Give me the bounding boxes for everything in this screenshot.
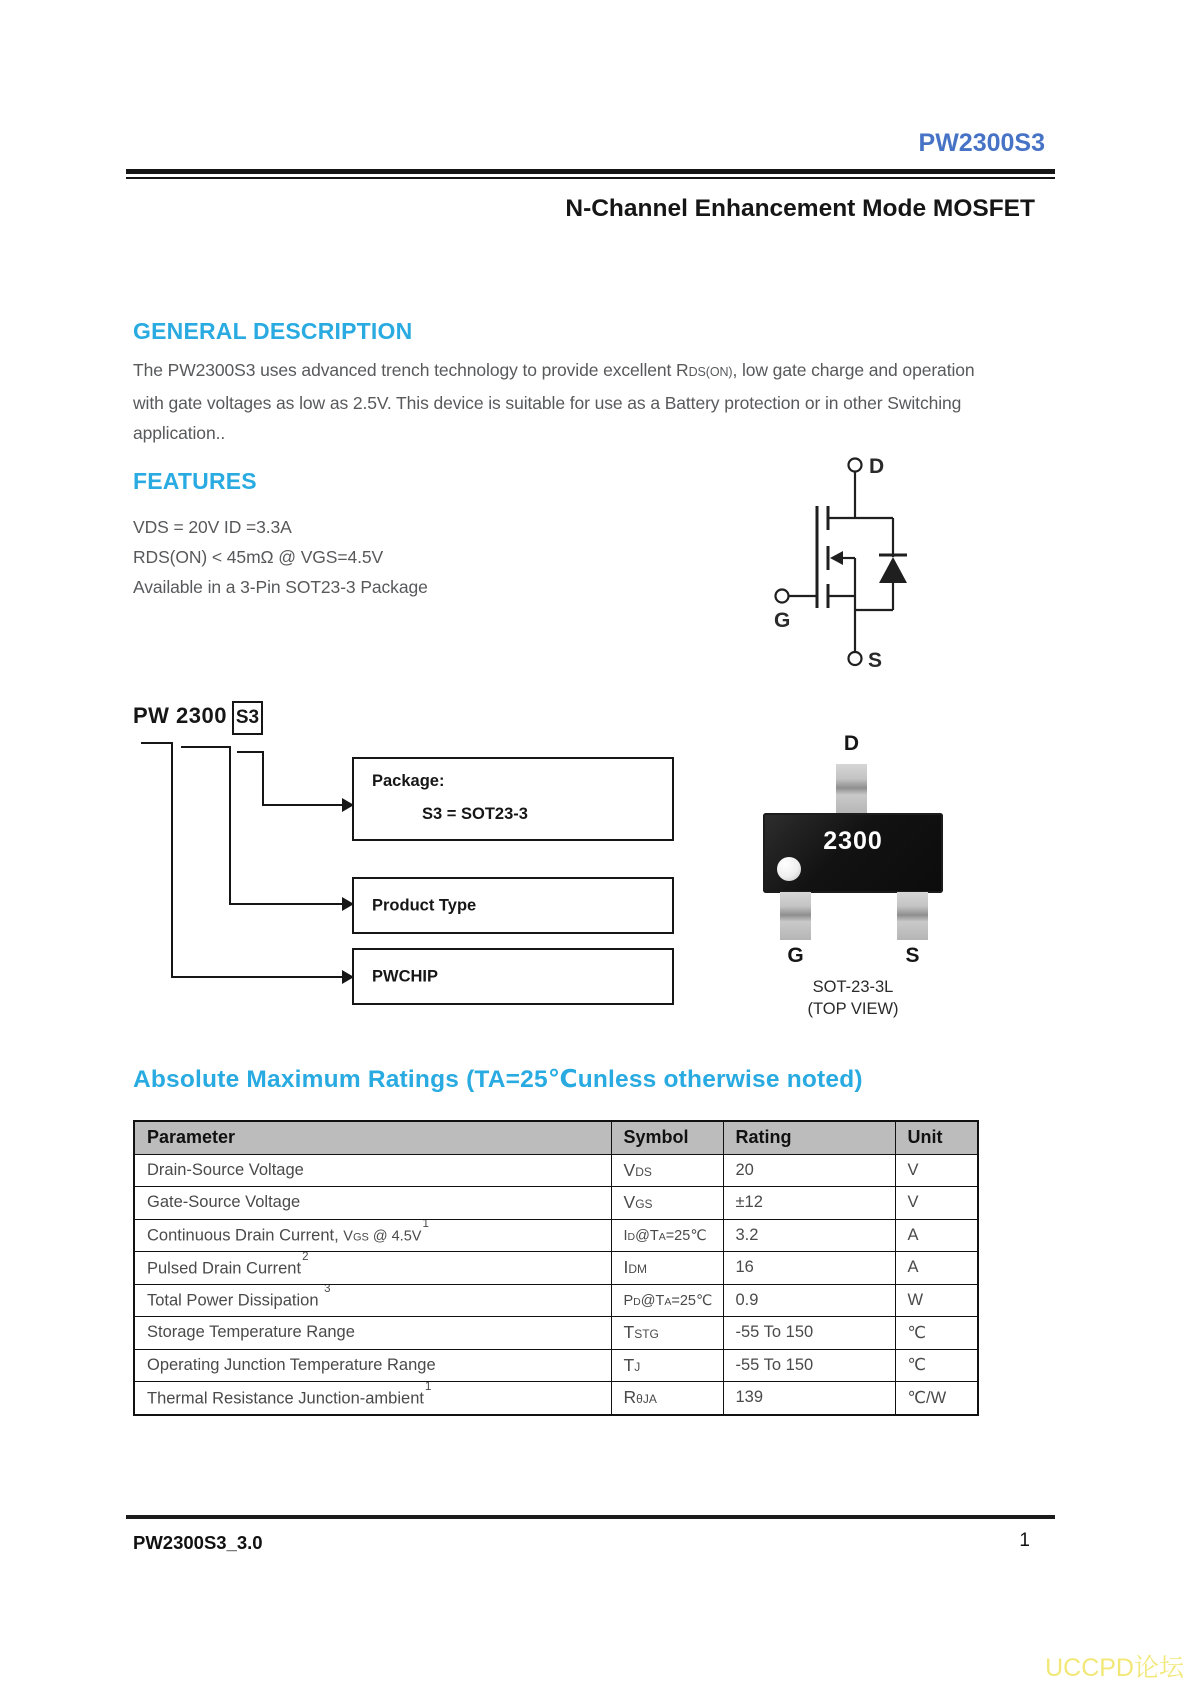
feature-item: RDS(ON) < 45mΩ @ VGS=4.5V: [133, 547, 384, 567]
mosfet-symbol-diagram: [690, 440, 920, 680]
rating-value: 16: [723, 1252, 895, 1285]
general-description-heading: GENERAL DESCRIPTION: [133, 318, 413, 344]
package-marking: 2300: [823, 827, 883, 855]
body-diode: [879, 557, 907, 583]
package-body: [763, 813, 943, 893]
table-row: Operating Junction Temperature Range TJ -55 To 150 ℃: [134, 1349, 978, 1382]
unit-value: V: [895, 1187, 978, 1220]
features-heading: FEATURES: [133, 468, 257, 494]
ordering-connector-lines: [130, 725, 370, 1015]
rating-value: 20: [723, 1154, 895, 1187]
footer-doc-version: PW2300S3_3.0: [133, 1532, 263, 1553]
table-row: Continuous Drain Current, VGS @ 4.5V$^1$ ID@TA=25℃ 3.2 A: [134, 1219, 978, 1252]
product-type-box: [352, 877, 674, 934]
unit-value: W: [895, 1284, 978, 1317]
table-row: Drain-Source Voltage VDS 20 V: [134, 1154, 978, 1187]
header-rule: [126, 169, 1055, 179]
package-lead-gate: [780, 892, 811, 940]
pin-label-drain: D: [843, 732, 860, 755]
unit-value: V: [895, 1154, 978, 1187]
abs-max-ratings-table: [133, 1120, 979, 1416]
rating-value: 3.2: [723, 1219, 895, 1252]
package-lead-top: [836, 764, 867, 814]
gate-terminal: [776, 590, 789, 603]
pin1-indicator-dot: [777, 857, 801, 881]
col-rating: Rating: [723, 1121, 895, 1154]
table-row: Total Power Dissipation $^3$ PD@TA=25℃ 0.9 W: [134, 1284, 978, 1317]
source-terminal: [849, 652, 862, 665]
table-row: Storage Temperature Range TSTG -55 To 150 ℃: [134, 1317, 978, 1350]
unit-value: ℃/W: [895, 1382, 978, 1415]
footer-page-number: 1: [1019, 1530, 1030, 1551]
abs-max-ratings-heading: Absolute Maximum Ratings (TA=25℃unless otherwise noted): [133, 1066, 863, 1093]
feature-item: VDS = 20V ID =3.3A: [133, 517, 292, 537]
col-unit: Unit: [895, 1121, 978, 1154]
table-header-row: [134, 1121, 978, 1154]
table-row: Pulsed Drain Current$^2$ IDM 16 A: [134, 1252, 978, 1285]
package-box: [352, 757, 674, 841]
package-view-caption: (TOP VIEW): [807, 1000, 899, 1018]
para-segment: , low gate charge and operation with gate voltages as low as 2.5V. This device is suitable for use as a Battery protection or in other Switching application..: [133, 360, 975, 443]
source-label: S: [868, 649, 883, 672]
rating-value: ±12: [723, 1187, 895, 1220]
table-row: Thermal Resistance Junction-ambient$^1$ RθJA 139 ℃/W: [134, 1382, 978, 1415]
rating-value: 139: [723, 1382, 895, 1415]
page-title: N-Channel Enhancement Mode MOSFET: [565, 195, 1035, 222]
drain-terminal: [849, 459, 862, 472]
part-number-prefix: PW 2300: [133, 703, 227, 728]
package-lead-source: [897, 892, 928, 940]
part-number-suffix-box: S3: [232, 701, 263, 735]
pin-label-source: S: [905, 944, 920, 967]
unit-value: A: [895, 1219, 978, 1252]
package-outline-name: SOT-23-3L: [812, 978, 894, 996]
rating-value: -55 To 150: [723, 1349, 895, 1382]
product-type-label: Product Type: [372, 896, 477, 914]
drain-label: D: [869, 455, 885, 478]
general-description-text: [133, 355, 975, 449]
unit-value: ℃: [895, 1317, 978, 1350]
para-subscript: DS(ON): [688, 365, 733, 379]
rating-value: -55 To 150: [723, 1317, 895, 1350]
unit-value: A: [895, 1252, 978, 1285]
feature-item: Available in a 3-Pin SOT23-3 Package: [133, 577, 428, 597]
package-box-title: Package:: [372, 772, 445, 790]
col-parameter: Parameter: [134, 1121, 611, 1154]
package-box-value: S3 = SOT23-3: [422, 805, 528, 823]
footer-rule: [126, 1515, 1055, 1519]
company-label: PWCHIP: [372, 967, 438, 985]
unit-value: ℃: [895, 1349, 978, 1382]
table-row: Gate-Source Voltage VGS ±12 V: [134, 1187, 978, 1220]
pin-label-gate: G: [787, 944, 804, 967]
rating-value: 0.9: [723, 1284, 895, 1317]
watermark: UCCPD论坛: [1045, 1654, 1184, 1682]
company-box: [352, 948, 674, 1005]
para-segment: The PW2300S3 uses advanced trench technology to provide excellent R: [133, 360, 689, 380]
doc-number: PW2300S3: [918, 129, 1045, 157]
gate-label: G: [774, 609, 791, 632]
col-symbol: Symbol: [611, 1121, 723, 1154]
